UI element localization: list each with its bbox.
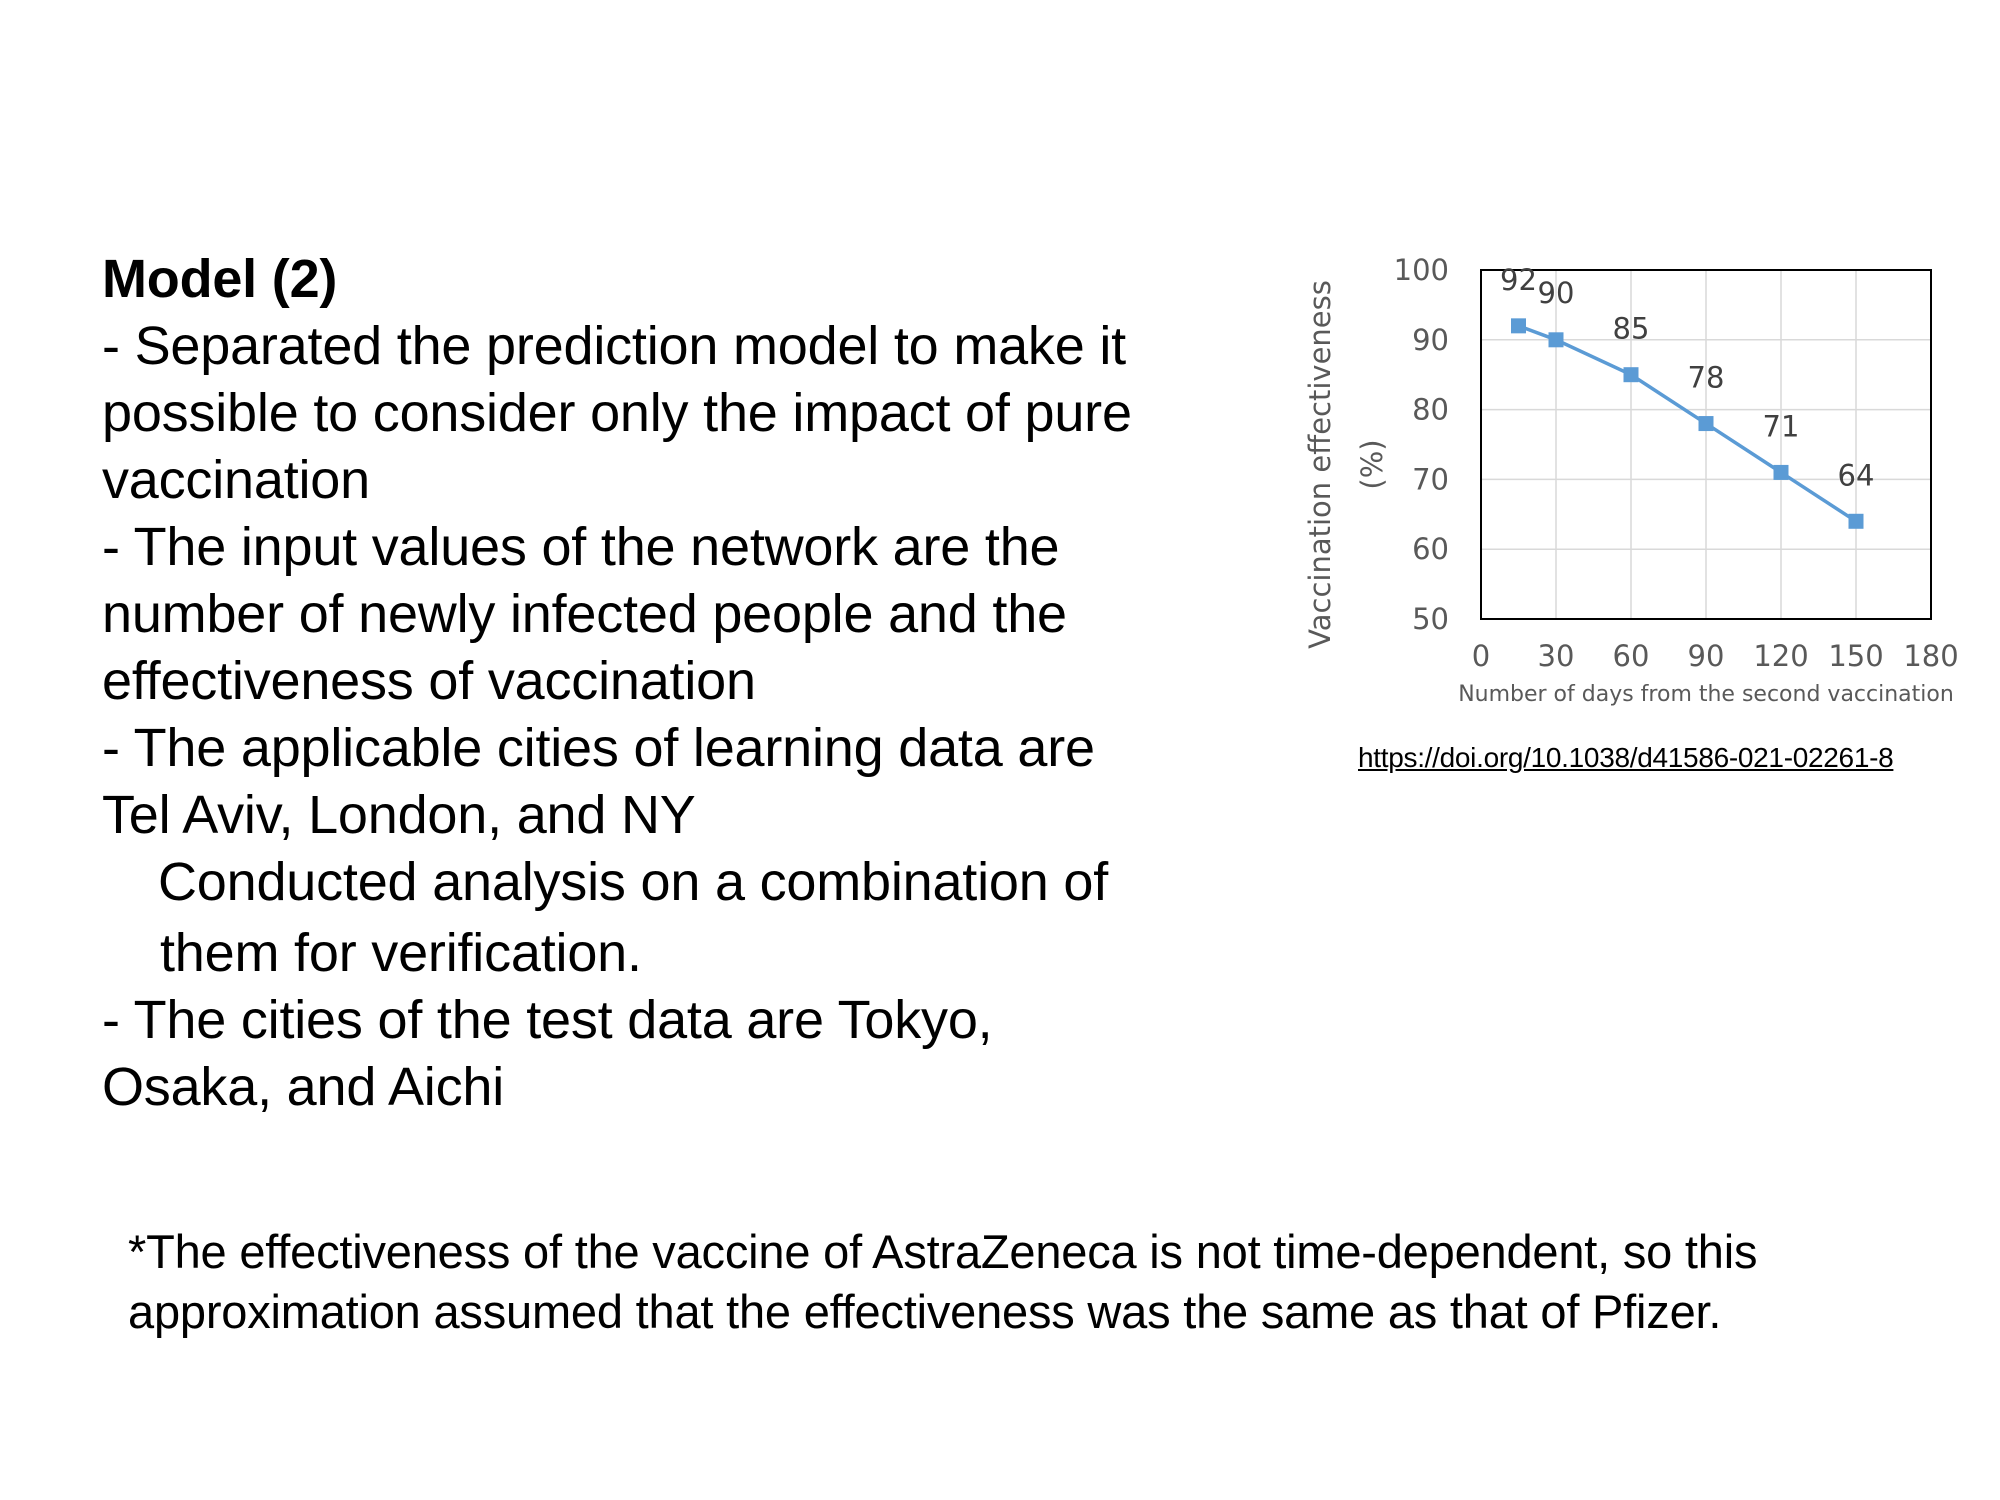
data-label: 92 (1500, 262, 1537, 297)
data-point-marker (1699, 416, 1714, 431)
body-line-5: number of newly infected people and the (102, 584, 1067, 644)
data-point-marker (1849, 514, 1864, 529)
data-point-marker (1624, 367, 1639, 382)
data-label: 85 (1612, 311, 1650, 346)
body-line-8: Tel Aviv, London, and NY (102, 785, 696, 845)
x-tick-label: 120 (1753, 639, 1809, 673)
x-tick-label: 60 (1612, 639, 1650, 673)
x-axis-title: Number of days from the second vaccination (1458, 682, 1954, 707)
data-label: 71 (1762, 409, 1800, 444)
data-point-marker (1774, 465, 1789, 480)
body-line-7: - The applicable cities of learning data are (102, 718, 1095, 778)
y-axis-title-line: Vaccination effectiveness (1303, 280, 1337, 649)
x-tick-label: 180 (1903, 639, 1959, 673)
y-tick-label: 60 (1412, 532, 1449, 567)
footnote (128, 1222, 1968, 1342)
footnote-line-1: *The effectiveness of the vaccine of AstraZeneca is not time-dependent, so this (128, 1225, 1758, 1278)
series-line (1519, 326, 1857, 521)
data-point-marker (1549, 332, 1564, 347)
body-line-2: possible to consider only the impact of pure (102, 383, 1132, 443)
x-tick-label: 0 (1471, 639, 1491, 673)
effectiveness-chart (1270, 240, 1990, 720)
body-line-10: them for verification. (160, 923, 642, 983)
y-tick-label: 50 (1412, 602, 1449, 636)
body-line-1: - Separated the prediction model to make it (102, 316, 1126, 376)
data-label: 64 (1837, 458, 1875, 493)
x-tick-label: 90 (1687, 639, 1725, 673)
y-tick-label: 90 (1412, 322, 1449, 357)
y-axis-title-line: (%) (1355, 439, 1389, 490)
body-line-3: vaccination (102, 450, 370, 510)
data-point-marker (1511, 318, 1526, 333)
body-line-9: Conducted analysis on a combination of (158, 852, 1109, 912)
effectiveness-chart-svg (1270, 240, 1990, 720)
body-line-12: Osaka, and Aichi (102, 1057, 505, 1117)
data-label: 78 (1687, 360, 1725, 395)
slide-title: Model (2) (102, 249, 338, 309)
y-tick-label: 100 (1393, 253, 1449, 287)
body-line-11: - The cities of the test data are Tokyo, (102, 990, 993, 1050)
x-tick-label: 150 (1828, 639, 1884, 673)
source-link[interactable]: https://doi.org/10.1038/d41586-021-02261-8 (1358, 742, 1894, 773)
body-line-6: effectiveness of vaccination (102, 651, 756, 711)
slide-body (102, 246, 1242, 1121)
body-line-4: - The input values of the network are the (102, 517, 1060, 577)
y-tick-label: 70 (1412, 462, 1449, 497)
x-tick-label: 30 (1537, 639, 1575, 673)
footnote-line-2: approximation assumed that the effectiveness was the same as that of Pfizer. (128, 1285, 1722, 1338)
y-tick-label: 80 (1412, 392, 1449, 427)
data-label: 90 (1537, 275, 1575, 310)
y-axis-title (1303, 280, 1389, 649)
